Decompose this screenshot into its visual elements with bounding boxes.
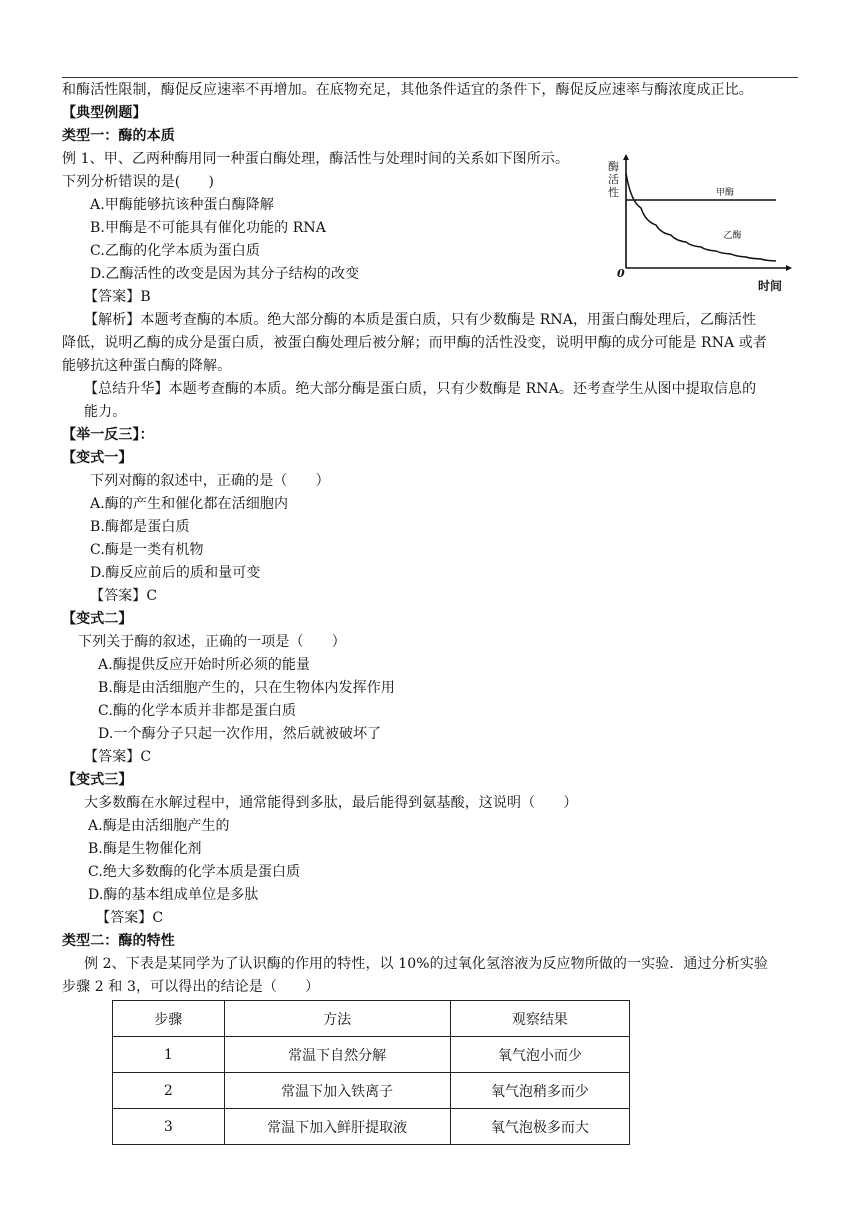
- table-header-step: 步骤: [113, 1001, 225, 1037]
- variant1-option-a: A.酶的产生和催化都在活细胞内: [90, 496, 289, 512]
- intro-text: 和酶活性限制，酶促反应速率不再增加。在底物充足，其他条件适宜的条件下，酶促反应速率与酶浓度成正比。: [62, 82, 753, 98]
- variant2-option-d: D.一个酶分子只起一次作用，然后就被破坏了: [98, 726, 382, 742]
- variant2-option-a: A.酶提供反应开始时所必须的能量: [98, 657, 311, 673]
- example1-summary-line2: 能力。: [84, 404, 127, 420]
- table-cell-step: 1: [113, 1037, 225, 1073]
- series-label-yi: 乙酶: [723, 231, 742, 241]
- series-line-yi: [626, 173, 776, 261]
- origin-label: 0: [617, 267, 625, 280]
- variant2-stem: 下列关于酶的叙述，正确的一项是（ ）: [78, 634, 346, 650]
- table-cell-result: 氧气泡小而少: [450, 1037, 629, 1073]
- practice-heading: 【举一反三】：: [62, 427, 154, 443]
- variant3-option-c: C.绝大多数酶的化学本质是蛋白质: [88, 864, 301, 880]
- table-cell-step: 2: [113, 1073, 225, 1109]
- example1-analysis-line2: 降低，说明乙酶的成分是蛋白质，被蛋白酶处理后被分解；而甲酶的活性没变，说明甲酶的成分可能是 RNA 或者: [62, 335, 767, 351]
- y-axis-label-char: 酶: [608, 160, 619, 173]
- variant3-answer: 【答案】C: [96, 910, 164, 926]
- table-cell-result: 氧气泡极多而大: [450, 1109, 629, 1145]
- example1-option-c: C.乙酶的化学本质为蛋白质: [90, 243, 260, 259]
- variant1-option-d: D.酶反应前后的质和量可变: [90, 565, 261, 581]
- example1-option-b: B.甲酶是不可能具有催化功能的 RNA: [90, 220, 326, 236]
- variant1-stem: 下列对酶的叙述中，正确的是（ ）: [90, 473, 330, 489]
- table-header-row: [113, 1001, 630, 1037]
- y-axis-arrow: [623, 154, 629, 160]
- experiment-table: [112, 1000, 630, 1145]
- example1-option-d: D.乙酶活性的改变是因为其分子结构的改变: [90, 266, 360, 282]
- example2-stem-line1: 例 2、下表是某同学为了认识酶的作用的特性，以 10%的过氧化氢溶液为反应物所做的一实验．通过分析实验: [84, 956, 769, 972]
- variant3-stem: 大多数酶在水解过程中，通常能得到多肽，最后能得到氨基酸，这说明（ ）: [84, 795, 578, 811]
- x-axis-arrow: [786, 265, 792, 271]
- example1-stem-line1: 例 1、甲、乙两种酶用同一种蛋白酶处理，酶活性与处理时间的关系如下图所示。: [62, 151, 570, 167]
- variant1-answer: 【答案】C: [90, 588, 158, 604]
- section-heading: 【典型例题】: [62, 105, 147, 121]
- variant1-heading: 【变式一】: [62, 450, 133, 466]
- x-axis-label: 时间: [758, 279, 783, 293]
- table-header-method: 方法: [224, 1001, 450, 1037]
- example1-option-a: A.甲酶能够抗该种蛋白酶降解: [90, 197, 274, 213]
- header-rule: [62, 77, 798, 78]
- example2-stem-line2: 步骤 2 和 3，可以得出的结论是（ ）: [62, 979, 320, 995]
- variant2-heading: 【变式二】: [62, 611, 133, 627]
- example1-summary-line1: 【总结升华】本题考查酶的本质。绝大部分酶是蛋白质，只有少数酶是 RNA。还考查学生从图中提取信息的: [84, 381, 757, 397]
- type2-heading: 类型二：酶的特性: [62, 933, 175, 949]
- variant3-heading: 【变式三】: [62, 772, 133, 788]
- variant2-option-b: B.酶是由活细胞产生的，只在生物体内发挥作用: [98, 680, 395, 696]
- example1-analysis-line3: 能够抗这种蛋白酶的降解。: [62, 358, 232, 374]
- variant3-option-d: D.酶的基本组成单位是多肽: [88, 887, 259, 903]
- table-cell-method: 常温下加入鲜肝提取液: [224, 1109, 450, 1145]
- type1-heading: 类型一：酶的本质: [62, 128, 175, 144]
- y-axis-label-char: 活: [608, 173, 619, 186]
- y-axis-label-char: 性: [608, 186, 619, 199]
- variant2-answer: 【答案】C: [84, 749, 152, 765]
- variant3-option-a: A.酶是由活细胞产生的: [88, 818, 230, 834]
- example1-answer: 【答案】B: [84, 289, 151, 305]
- table-header-result: 观察结果: [450, 1001, 629, 1037]
- enzyme-activity-chart: [600, 150, 800, 300]
- table-row: [113, 1073, 630, 1109]
- example1-analysis-line1: 【解析】本题考查酶的本质。绝大部分酶的本质是蛋白质，只有少数酶是 RNA，用蛋白酶处理后，乙酶活性: [84, 312, 757, 328]
- table-cell-result: 氧气泡稍多而少: [450, 1073, 629, 1109]
- series-label-jia: 甲酶: [716, 188, 735, 198]
- example1-stem-line2: 下列分析错误的是( ): [62, 174, 215, 190]
- variant1-option-b: B.酶都是蛋白质: [90, 519, 190, 535]
- variant3-option-b: B.酶是生物催化剂: [88, 841, 202, 857]
- table-cell-method: 常温下自然分解: [224, 1037, 450, 1073]
- variant2-option-c: C.酶的化学本质并非都是蛋白质: [98, 703, 297, 719]
- table-row: [113, 1037, 630, 1073]
- table-cell-method: 常温下加入铁离子: [224, 1073, 450, 1109]
- table-row: [113, 1109, 630, 1145]
- table-cell-step: 3: [113, 1109, 225, 1145]
- variant1-option-c: C.酶是一类有机物: [90, 542, 204, 558]
